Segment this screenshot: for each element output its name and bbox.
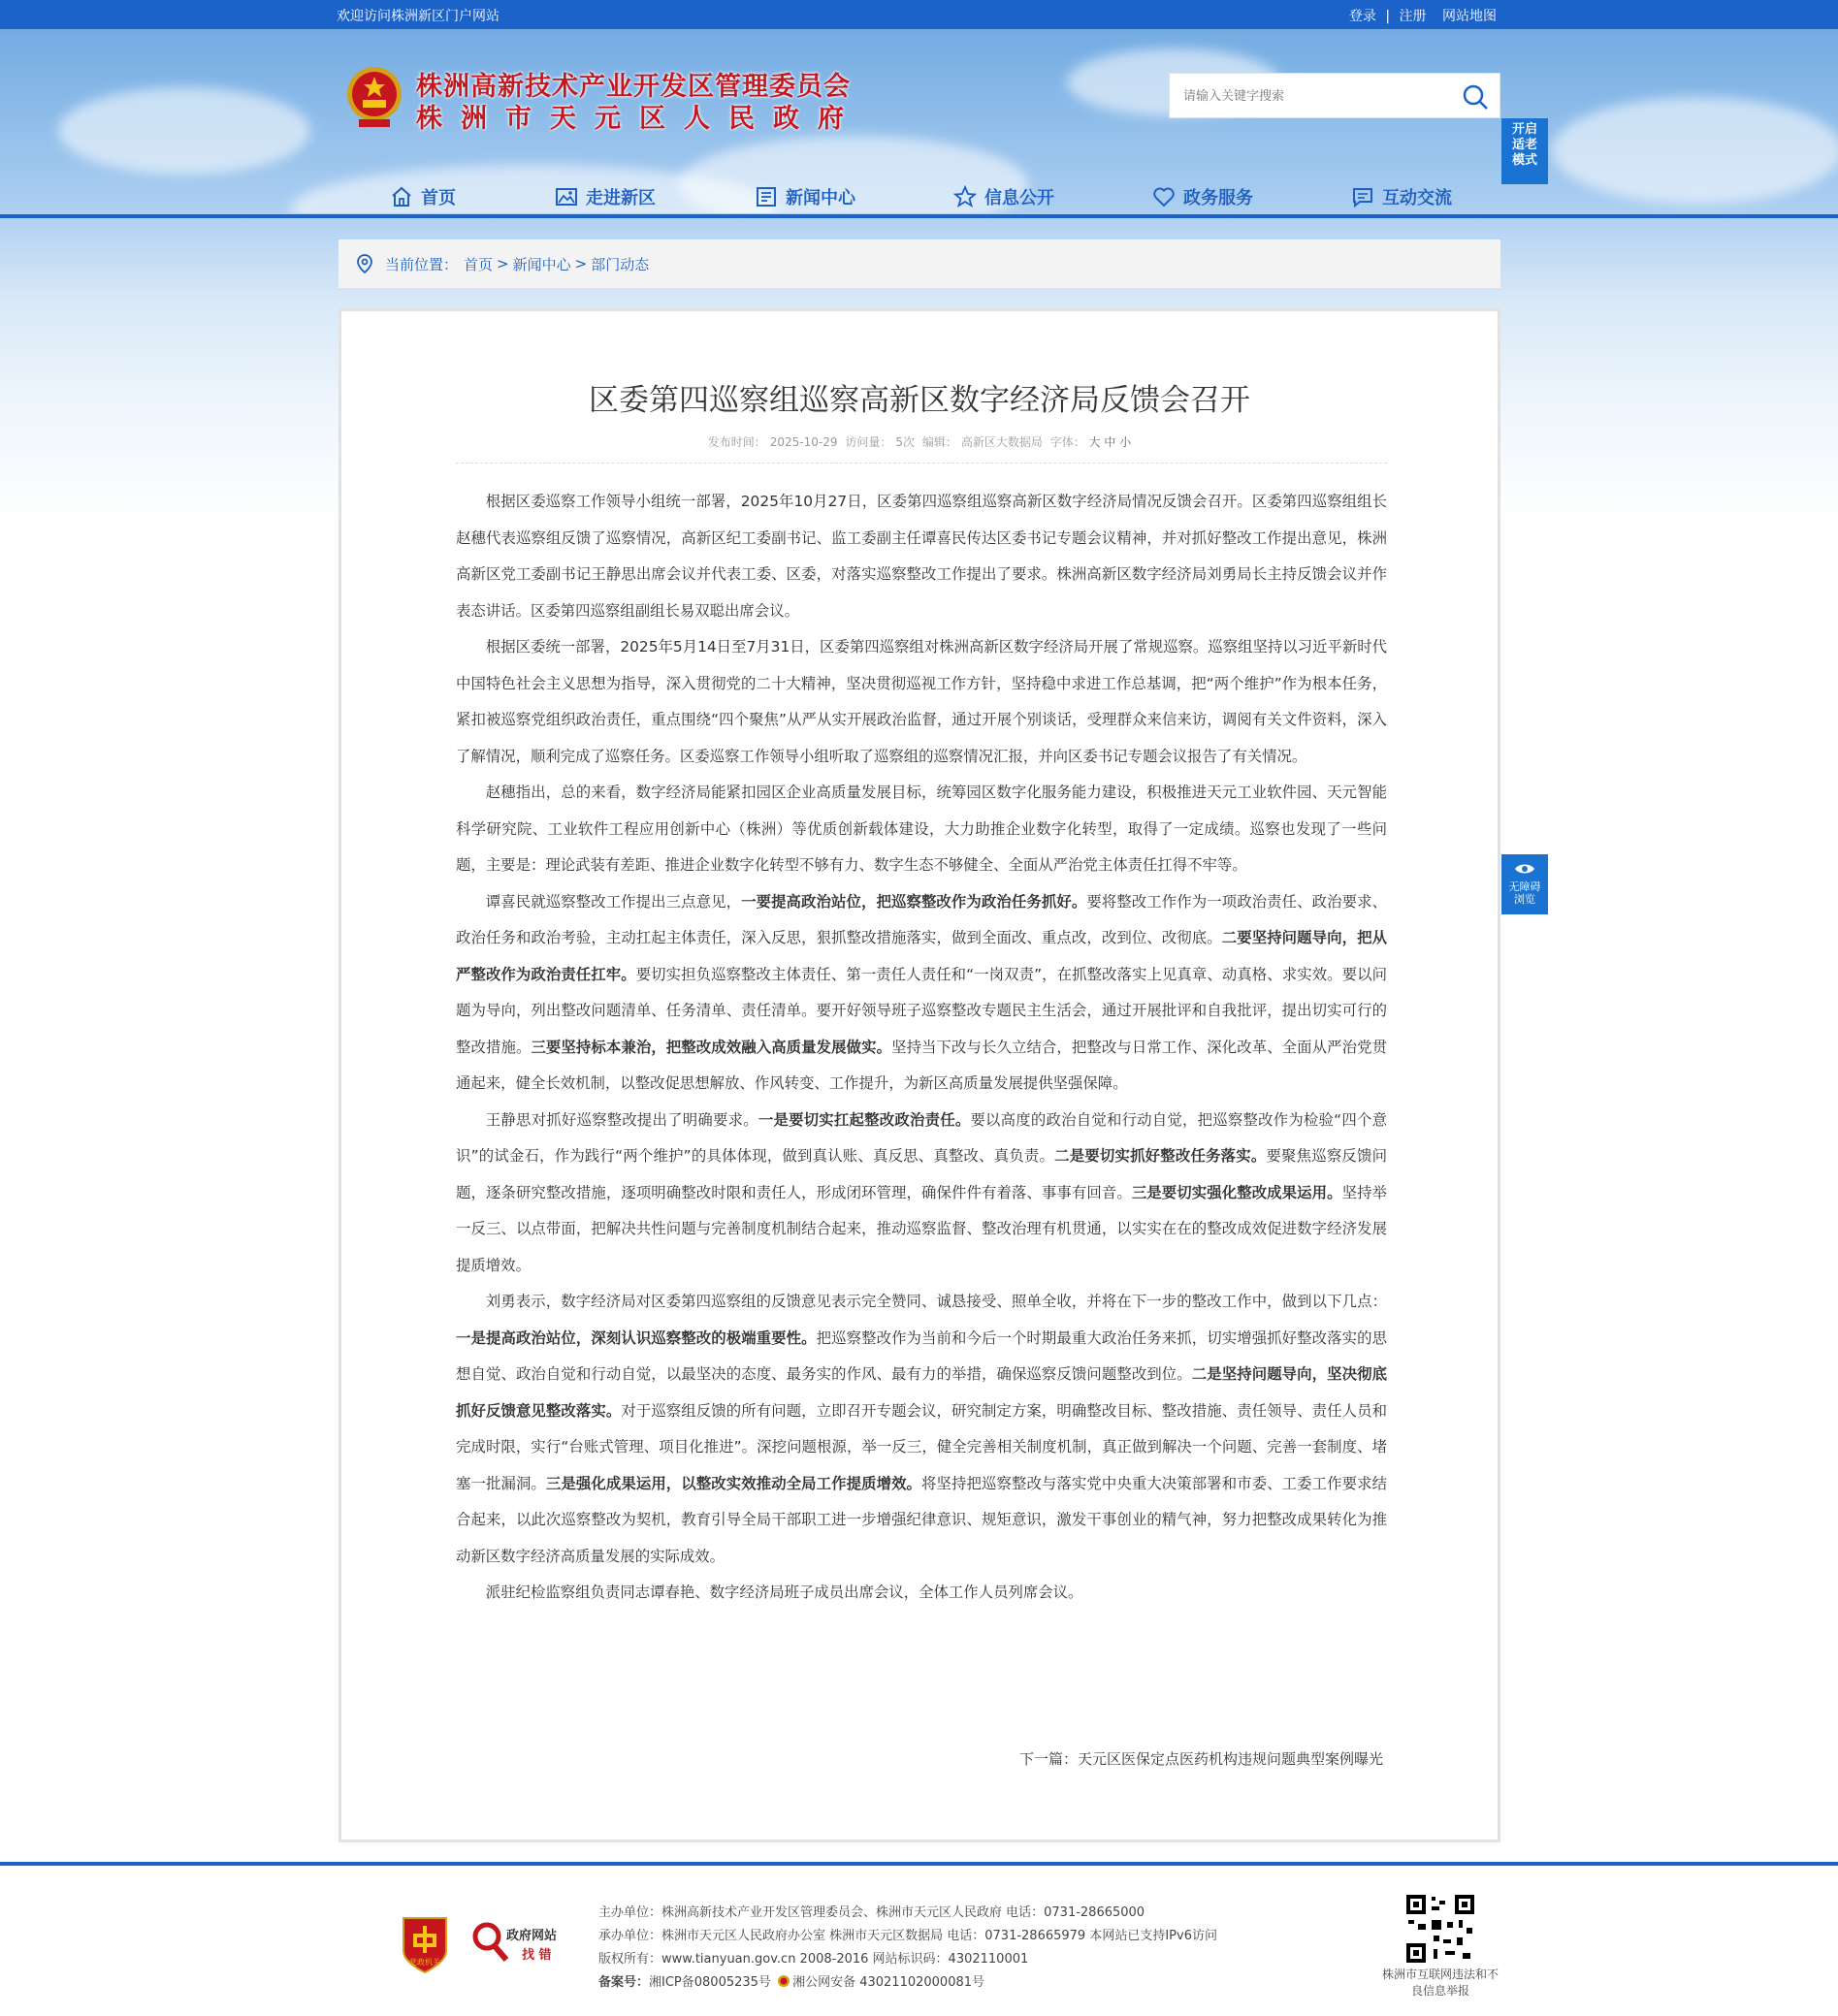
font-size-large[interactable]: 大 [1088,435,1101,449]
emphasis: 三要坚持标本兼治，把整改成效融入高质量发展做实。 [531,1038,892,1056]
qr-code-icon [1404,1893,1476,1965]
nav-label: 信息公开 [984,188,1054,208]
text: 要将整改工作作为一项政治责任、政治要求、政治任务和政治考验，主动扛起主体责任，深入反思，狠抓整改措施落实，做到全面改、重点改，改到位、改彻底。 [456,892,1387,946]
top-bar [0,0,1838,29]
meta-date: 2025-10-29 [769,435,838,449]
accessibility-label: 无障碍浏览 [1508,880,1541,906]
welcome-text: 欢迎访问株洲新区门户网站 [337,9,500,24]
font-size-medium[interactable]: 中 [1104,435,1116,449]
meta-editor-label: 编辑： [921,435,957,449]
search-box [1169,73,1500,118]
qr-caption: 株洲市互联网违法和不良信息举报 [1381,1968,1499,1998]
meta-views: 5次 [895,435,915,449]
elder-mode-label: 开启适老模式 [1511,122,1537,168]
icp-label: 备案号： [598,1975,650,1990]
meta-font-label: 字体： [1049,435,1085,449]
paragraph: 赵穗指出，总的来看，数字经济局能紧扣园区企业高质量发展目标，统筹园区数字化服务能力建设，积极推进天元工业软件园、天元智能科学研究院、工业软件工程应用创新中心（株洲）等优质创新载体建设，大力助推企业数字化转型，取得了一定成绩。巡察也发现了一些问题，主要是：理论武装有差距、推进企业数字化转型不够有力、数字生态不够健全、全面从严治党主体责任扛得不牢等。 [456,784,1387,874]
footer-info [598,1902,1217,1995]
nav-label: 新闻中心 [786,188,855,208]
emphasis: 二是要切实抓好整改任务落实。 [1054,1147,1267,1165]
footer [0,1862,1838,2016]
badge-text: 党政机关 [409,1958,440,1967]
emphasis: 一要提高政治站位，把巡察整改作为政治任务抓好。 [741,892,1087,911]
nav-item-news[interactable] [755,182,855,211]
login-link[interactable]: 登录 [1348,9,1376,24]
newspaper-icon [755,185,778,208]
emphasis: 一是提高政治站位，深刻认识巡察整改的极端重要性。 [456,1328,817,1347]
national-emblem-icon [345,65,403,129]
police-badge-icon [777,1974,790,1988]
next-label: 下一篇： [1018,1750,1078,1768]
accessibility-button[interactable] [1501,854,1548,914]
next-title: 天元区医保定点医药机构违规问题典型案例曝光 [1077,1750,1383,1768]
text: 要聚焦巡察反馈问题，逐条研究整改措施，逐项明确整改时限和责任人，形成闭环管理，确保件件有着落、事事有回音。 [456,1147,1387,1201]
nav-label: 政务服务 [1183,188,1253,208]
search-input[interactable] [1183,85,1455,107]
nav-label: 首页 [421,188,456,208]
location-pin-icon [354,253,375,274]
meta-views-label: 访问量： [845,435,892,449]
footer-copyright: 版权所有：www.tianyuan.gov.cn 2008-2016 网站标识码：4302110001 [598,1952,1029,1967]
emphasis: 二要坚持问题导向，把从严整改作为政治责任扛牢。 [456,929,1387,983]
text: 要切实担负巡察整改主体责任、第一责任人责任和“一岗双责”，在抓整改落实上见真章、动真格、求实效。要以问题为导向，列出整改问题清单、任务清单、责任清单。要开好领导班子巡察整改专题民主生活会，通过开展批评和自我批评，提出切实可行的整改措施。 [456,965,1387,1056]
text: 将坚持把巡察整改与落实党中央重大决策部署和市委、工委工作要求结合起来，以此次巡察整改为契机，教育引导全局干部职工进一步增强纪律意识、规矩意识，激发干事创业的精气神，努力把整改成果转化为推动新区数字经济高质量发展的实际成效。 [456,1474,1387,1565]
meta-editor: 高新区大数据局 [960,435,1043,449]
magnifier-icon [471,1921,510,1964]
star-icon [953,185,977,208]
search-icon[interactable] [1461,82,1490,112]
error-report-line2: 找 错 [522,1948,552,1963]
nav-item-home[interactable] [390,182,456,211]
picture-icon [555,185,578,208]
breadcrumb-label: 当前位置： [385,255,459,273]
sitemap-link[interactable]: 网站地图 [1442,9,1497,24]
breadcrumb-news[interactable]: 新闻中心 [512,255,571,273]
gov-site-error-report[interactable] [471,1919,568,1968]
footer-record [598,1971,1217,1995]
paragraph [456,884,1387,1103]
next-article-link[interactable] [1019,1748,1383,1769]
emphasis: 三是强化成果运用，以整改实效推动全局工作提质增效。 [545,1474,922,1492]
home-icon [390,185,413,208]
icp-link[interactable]: 湘ICP备08005235号 [649,1975,771,1990]
article-container [339,308,1500,1842]
nav-label: 走进新区 [586,188,656,208]
text: 刘勇表示，数字经济局对区委第四巡察组的反馈意见表示完全赞同、诚恳接受、照单全收，并将在下一步的整改工作中，做到以下几点： [485,1293,1387,1310]
text: 对于巡察组反馈的所有问题，立即召开专题会议，研究制定方案，明确整改目标、整改措施、责任领导、责任人员和完成时限，实行“台账式管理、项目化推进”。深挖问题根源，举一反三，健全完善相关制度机制，真正做到解决一个问题、完善一套制度、堵塞一批漏洞。 [456,1401,1387,1492]
heart-icon [1152,185,1176,208]
party-gov-badge-icon[interactable] [400,1914,450,1974]
chat-icon [1351,185,1374,208]
text: 王静思对抓好巡察整改提出了明确要求。 [485,1110,758,1129]
text: 谭喜民就巡察整改工作提出三点意见， [485,892,742,911]
text: 坚持当下改与长久立结合，把整改与日常工作、深化改革、全面从严治党贯通起来，健全长效机制，以整改促思想解放、作风转变、工作提升，为新区高质量发展提供坚强保障。 [456,1038,1387,1092]
breadcrumb-home[interactable]: 首页 [464,255,494,273]
paragraph [456,1103,1387,1285]
text: 要以高度的政治自觉和行动自觉，把巡察整改作为检验“四个意识”的试金石，作为践行“两个维护”的具体体现，做到真认账、真反思、真整改、真负责。 [456,1110,1387,1165]
nav-item-about[interactable] [555,182,656,211]
emphasis: 三是要切实强化整改成果运用。 [1131,1183,1342,1201]
article-meta [341,433,1498,450]
paragraph: 派驻纪检监察组负责同志谭春艳、数字经济局班子成员出席会议，全体工作人员列席会议。 [485,1584,1083,1601]
top-links [1349,6,1497,25]
nav-item-disclosure[interactable] [953,182,1054,211]
paragraph [456,1284,1387,1575]
footer-sponsor: 主办单位：株洲高新技术产业开发区管理委员会、株洲市天元区人民政府 电话：0731-28665000 [598,1905,1145,1920]
emphasis: 二是坚持问题导向，坚决彻底抓好反馈意见整改落实。 [456,1365,1387,1420]
nav-item-interaction[interactable] [1351,182,1452,211]
site-title-line1: 株洲高新技术产业开发区管理委员会 [416,72,851,102]
error-report-line1: 政府网站 [506,1929,558,1943]
font-size-small[interactable]: 小 [1119,435,1132,449]
article-body [456,484,1387,1612]
site-title-line2: 株洲市天元区人民政府 [416,104,862,134]
text: 坚持举一反三、以点带面，把解决共性问题与完善制度机制结合起来，推动巡察监督、整改治理有机贯通，以实实在在的整改成效促进数字经济发展提质增效。 [456,1183,1387,1274]
nav-item-services[interactable] [1152,182,1253,211]
footer-organizer: 承办单位：株洲市天元区人民政府办公室 株洲市天元区数据局 电话：0731-28665979 本网站已支持IPv6访问 [598,1929,1217,1943]
emphasis: 一是要切实扛起整改政治责任。 [758,1110,971,1129]
main-nav [0,175,1838,218]
article-divider [456,463,1387,464]
breadcrumb-current[interactable]: 部门动态 [591,255,650,273]
register-link[interactable]: 注册 [1399,9,1427,24]
text: 把巡察整改作为当前和今后一个时期最重大政治任务来抓，切实增强抓好整改落实的思想自觉、政治自觉和行动自觉，以最坚决的态度、最务实的作风、最有力的举措，确保巡察反馈问题整改到位。 [456,1328,1387,1383]
police-record-link[interactable]: 湘公网安备 43021102000081号 [792,1975,985,1990]
breadcrumb-separator: > [497,255,509,272]
breadcrumb-separator: > [574,255,588,272]
article-title: 区委第四巡察组巡察高新区数字经济局反馈会召开 [589,383,1250,418]
paragraph: 根据区委巡察工作领导小组统一部署，2025年10月27日，区委第四巡察组巡察高新区数字经济局情况反馈会召开。区委第四巡察组组长赵穗代表巡察组反馈了巡察情况，高新区纪工委副书记、监工委副主任谭喜民传达区委书记专题会议精神，并对抓好整改工作提出意见，株洲高新区党工委副书记王静思出席会议并代表工委、区委，对落实巡察整改工作提出了要求。株洲高新区数字经济局刘勇局长主持反馈会议并作表态讲话。区委第四巡察组副组长易双聪出席会议。 [456,493,1387,620]
paragraph: 根据区委统一部署，2025年5月14日至7月31日，区委第四巡察组对株洲高新区数字经济局开展了常规巡察。巡察组坚持以习近平新时代中国特色社会主义思想为指导，深入贯彻党的二十大精神，坚决贯彻巡视工作方针，坚持稳中求进工作总基调，把“两个维护”作为根本任务，紧扣被巡察党组织政治责任，重点围绕“四个聚焦”从严从实开展政治监督，通过开展个别谈话，受理群众来信来访，调阅有关文件资料，深入了解情况，顺利完成了巡察任务。区委巡察工作领导小组听取了巡察组的巡察情况汇报，并向区委书记专题会议报告了有关情况。 [456,638,1387,765]
meta-date-label: 发布时间： [707,435,766,449]
eye-icon [1514,862,1535,876]
nav-label: 互动交流 [1382,188,1452,208]
link-separator: | [1385,9,1391,24]
breadcrumb [339,240,1500,288]
